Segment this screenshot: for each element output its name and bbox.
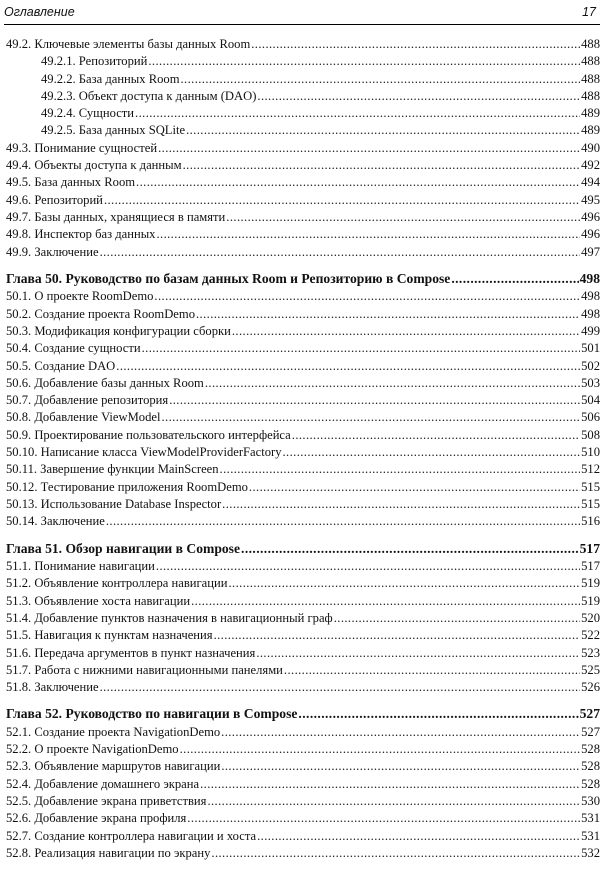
chapter-heading[interactable] [6, 705, 600, 723]
dot-leader [220, 461, 581, 478]
entry-title: 50.2. Создание проекта RoomDemo [6, 306, 195, 321]
entry-title: 50.4. Создание сущности [6, 341, 141, 356]
entry-page-number: 488 [581, 54, 600, 69]
page-header [4, 0, 600, 25]
running-title: Оглавление [4, 5, 75, 19]
entry-title: 52.3. Объявление маршрутов навигации [6, 759, 221, 774]
chapter-heading[interactable] [6, 270, 600, 288]
entry-title: 50.11. Завершение функции MainScreen [6, 462, 219, 477]
entry-title: 51.1. Понимание навигации [6, 559, 155, 574]
entry-page-number: 528 [581, 742, 600, 757]
toc-section-entry[interactable] [6, 409, 600, 426]
chapter-title: Глава 52. Руководство по навигации в Compose [6, 706, 298, 722]
entry-title: 49.3. Понимание сущностей [6, 140, 158, 155]
dot-leader [106, 513, 580, 530]
dot-leader [256, 645, 580, 662]
entry-page-number: 489 [581, 123, 600, 138]
dot-leader [100, 244, 581, 261]
entry-page-number: 520 [581, 610, 600, 625]
entry-title: 50.6. Добавление базы данных Room [6, 375, 204, 390]
toc-section-entry[interactable] [6, 192, 600, 209]
entry-page-number: 516 [581, 514, 600, 529]
toc-section-entry[interactable] [6, 610, 600, 627]
dot-leader [100, 679, 581, 696]
dot-leader [283, 444, 581, 461]
entry-page-number: 488 [581, 71, 600, 86]
entry-page-number: 515 [581, 479, 600, 494]
dot-leader [249, 479, 580, 496]
dot-leader [156, 226, 580, 243]
toc-section-entry[interactable] [6, 288, 600, 305]
toc-subsection-entry[interactable] [6, 53, 600, 70]
chapter-page-number: 527 [579, 706, 600, 722]
entry-page-number: 532 [581, 845, 600, 860]
toc-section-entry[interactable] [6, 174, 600, 191]
dot-leader [181, 71, 581, 88]
toc-subsection-entry[interactable] [6, 122, 600, 139]
entry-page-number: 504 [581, 393, 600, 408]
dot-leader [211, 845, 580, 862]
toc-section-entry[interactable] [6, 427, 600, 444]
dot-leader [135, 105, 580, 122]
entry-title: 52.4. Добавление домашнего экрана [6, 776, 200, 791]
dot-leader [251, 36, 580, 53]
toc-section-entry[interactable] [6, 513, 600, 530]
entry-page-number: 503 [581, 375, 600, 390]
entry-title: 52.2. О проекте NavigationDemo [6, 742, 179, 757]
dot-leader [257, 88, 580, 105]
toc-section-entry[interactable] [6, 323, 600, 340]
toc-section-entry[interactable] [6, 679, 600, 696]
toc-section-entry[interactable] [6, 828, 600, 845]
entry-title: 52.8. Реализация навигации по экрану [6, 845, 211, 860]
entry-title: 49.8. Инспектор баз данных [6, 227, 156, 242]
entry-title: 50.7. Добавление репозитория [6, 393, 169, 408]
toc-section-entry[interactable] [6, 392, 600, 409]
toc-section-entry[interactable] [6, 627, 600, 644]
entry-title: 51.5. Навигация к пунктам назначения [6, 628, 213, 643]
entry-page-number: 523 [581, 645, 600, 660]
entry-title: 51.6. Передача аргументов в пункт назначения [6, 645, 256, 660]
entry-page-number: 488 [581, 88, 600, 103]
toc-section-entry[interactable] [6, 758, 600, 775]
entry-title: 51.7. Работа с нижними навигационными панелями [6, 662, 283, 677]
entry-title: 50.12. Тестирование приложения RoomDemo [6, 479, 248, 494]
dot-leader [104, 192, 580, 209]
entry-page-number: 497 [581, 244, 600, 259]
entry-title: 50.3. Модификация конфигурации сборки [6, 323, 231, 338]
entry-page-number: 512 [581, 462, 600, 477]
dot-leader [136, 174, 580, 191]
toc-section-entry[interactable] [6, 776, 600, 793]
dot-leader [154, 288, 580, 305]
entry-page-number: 506 [581, 410, 600, 425]
dot-leader [298, 705, 578, 723]
entry-title: 50.9. Проектирование пользовательского интерфейса [6, 427, 291, 442]
toc-section-entry[interactable] [6, 793, 600, 810]
dot-leader [142, 340, 581, 357]
entry-title: 49.2.1. Репозиторий [41, 54, 148, 69]
entry-title: 52.7. Создание контроллера навигации и хоста [6, 828, 257, 843]
entry-page-number: 519 [581, 593, 600, 608]
dot-leader [232, 323, 580, 340]
toc-section-entry[interactable] [6, 36, 600, 53]
entry-page-number: 495 [581, 192, 600, 207]
dot-leader [116, 358, 580, 375]
dot-leader [222, 496, 580, 513]
entry-page-number: 498 [581, 306, 600, 321]
dot-leader [156, 558, 580, 575]
entry-page-number: 527 [581, 724, 600, 739]
entry-page-number: 531 [581, 828, 600, 843]
toc-section-entry[interactable] [6, 645, 600, 662]
dot-leader [191, 593, 580, 610]
entry-title: 49.6. Репозиторий [6, 192, 103, 207]
entry-page-number: 492 [581, 158, 600, 173]
entry-title: 52.6. Добавление экрана профиля [6, 811, 187, 826]
entry-title: 52.5. Добавление экрана приветствия [6, 794, 207, 809]
entry-title: 49.7. Базы данных, хранящиеся в памяти [6, 209, 226, 224]
entry-page-number: 496 [581, 209, 600, 224]
entry-title: 50.1. О проекте RoomDemo [6, 289, 154, 304]
toc-section-entry[interactable] [6, 845, 600, 862]
toc-section-entry[interactable] [6, 479, 600, 496]
toc-section-entry[interactable] [6, 306, 600, 323]
entry-title: 51.4. Добавление пунктов назначения в навигационный граф [6, 610, 333, 625]
dot-leader [292, 427, 580, 444]
entry-page-number: 530 [581, 794, 600, 809]
entry-title: 51.3. Объявление хоста навигации [6, 593, 191, 608]
entry-page-number: 510 [581, 445, 600, 460]
entry-page-number: 490 [581, 140, 600, 155]
entry-title: 49.2. Ключевые элементы базы данных Room [6, 37, 251, 51]
toc-section-entry[interactable] [6, 724, 600, 741]
entry-title: 49.2.2. База данных Room [41, 71, 180, 86]
toc-section-entry[interactable] [6, 157, 600, 174]
entry-page-number: 496 [581, 227, 600, 242]
entry-page-number: 499 [581, 323, 600, 338]
dot-leader [180, 741, 581, 758]
entry-page-number: 489 [581, 106, 600, 121]
entry-page-number: 517 [581, 559, 600, 574]
chapter-page-number: 517 [579, 540, 600, 556]
entry-title: 49.5. База данных Room [6, 175, 136, 190]
toc-section-entry[interactable] [6, 358, 600, 375]
dot-leader [229, 575, 581, 592]
toc-section-entry[interactable] [6, 741, 600, 758]
entry-title: 49.2.3. Объект доступа к данным (DAO) [41, 88, 257, 103]
chapter-heading[interactable] [6, 540, 600, 558]
toc-section-entry[interactable] [6, 444, 600, 461]
entry-title: 50.13. Использование Database Inspector [6, 496, 222, 511]
page-number: 17 [582, 5, 596, 19]
toc-subsection-entry[interactable] [6, 71, 600, 88]
toc-subsection-entry[interactable] [6, 88, 600, 105]
dot-leader [334, 610, 580, 627]
entry-title: 52.1. Создание проекта NavigationDemo [6, 724, 221, 739]
entry-title: 50.8. Добавление ViewModel [6, 410, 161, 425]
dot-leader [451, 270, 578, 288]
dot-leader [207, 793, 580, 810]
dot-leader [162, 409, 581, 426]
toc-section-entry[interactable] [6, 209, 600, 226]
entry-page-number: 494 [581, 175, 600, 190]
chapter-title: Глава 51. Обзор навигации в Compose [6, 540, 241, 556]
dot-leader [205, 375, 580, 392]
dot-leader [200, 776, 580, 793]
dot-leader [214, 627, 581, 644]
entry-page-number: 508 [581, 427, 600, 442]
toc-section-entry[interactable] [6, 496, 600, 513]
toc-section-entry[interactable] [6, 593, 600, 610]
entry-page-number: 526 [581, 680, 600, 695]
dot-leader [226, 209, 580, 226]
entry-page-number: 501 [581, 341, 600, 356]
toc-section-entry[interactable] [6, 140, 600, 157]
dot-leader [186, 122, 580, 139]
entry-page-number: 528 [581, 776, 600, 791]
entry-page-number: 519 [581, 576, 600, 591]
entry-page-number: 502 [581, 358, 600, 373]
entry-title: 50.5. Создание DAO [6, 358, 116, 373]
toc-section-entry[interactable] [6, 375, 600, 392]
toc-section-entry[interactable] [6, 244, 600, 261]
dot-leader [183, 157, 581, 174]
entry-title: 49.2.5. База данных SQLite [41, 123, 186, 138]
dot-leader [169, 392, 580, 409]
toc-section-entry[interactable] [6, 461, 600, 478]
table-of-contents [6, 36, 600, 862]
entry-page-number: 531 [581, 811, 600, 826]
entry-page-number: 522 [581, 628, 600, 643]
entry-title: 49.2.4. Сущности [41, 106, 135, 121]
entry-title: 49.9. Заключение [6, 244, 99, 259]
entry-page-number: 515 [581, 496, 600, 511]
toc-subsection-entry[interactable] [6, 105, 600, 122]
toc-section-entry[interactable] [6, 340, 600, 357]
dot-leader [221, 724, 580, 741]
toc-section-entry[interactable] [6, 575, 600, 592]
entry-title: 51.2. Объявление контроллера навигации [6, 576, 228, 591]
entry-title: 49.4. Объекты доступа к данным [6, 158, 182, 173]
entry-title: 50.10. Написание класса ViewModelProviderFactory [6, 445, 282, 460]
toc-section-entry[interactable] [6, 810, 600, 827]
toc-section-entry[interactable] [6, 558, 600, 575]
entry-page-number: 498 [581, 289, 600, 304]
dot-leader [241, 540, 579, 558]
dot-leader [196, 306, 580, 323]
dot-leader [284, 662, 580, 679]
chapter-title: Глава 50. Руководство по базам данных Room и Репозиторию в Compose [6, 270, 451, 286]
chapter-page-number: 498 [579, 270, 600, 286]
dot-leader [257, 828, 580, 845]
toc-section-entry[interactable] [6, 662, 600, 679]
entry-title: 50.14. Заключение [6, 514, 105, 529]
dot-leader [158, 140, 580, 157]
entry-title: 51.8. Заключение [6, 680, 99, 695]
dot-leader [148, 53, 580, 70]
toc-section-entry[interactable] [6, 226, 600, 243]
dot-leader [187, 810, 580, 827]
entry-page-number: 488 [581, 37, 600, 51]
entry-page-number: 525 [581, 662, 600, 677]
entry-page-number: 528 [581, 759, 600, 774]
dot-leader [221, 758, 580, 775]
